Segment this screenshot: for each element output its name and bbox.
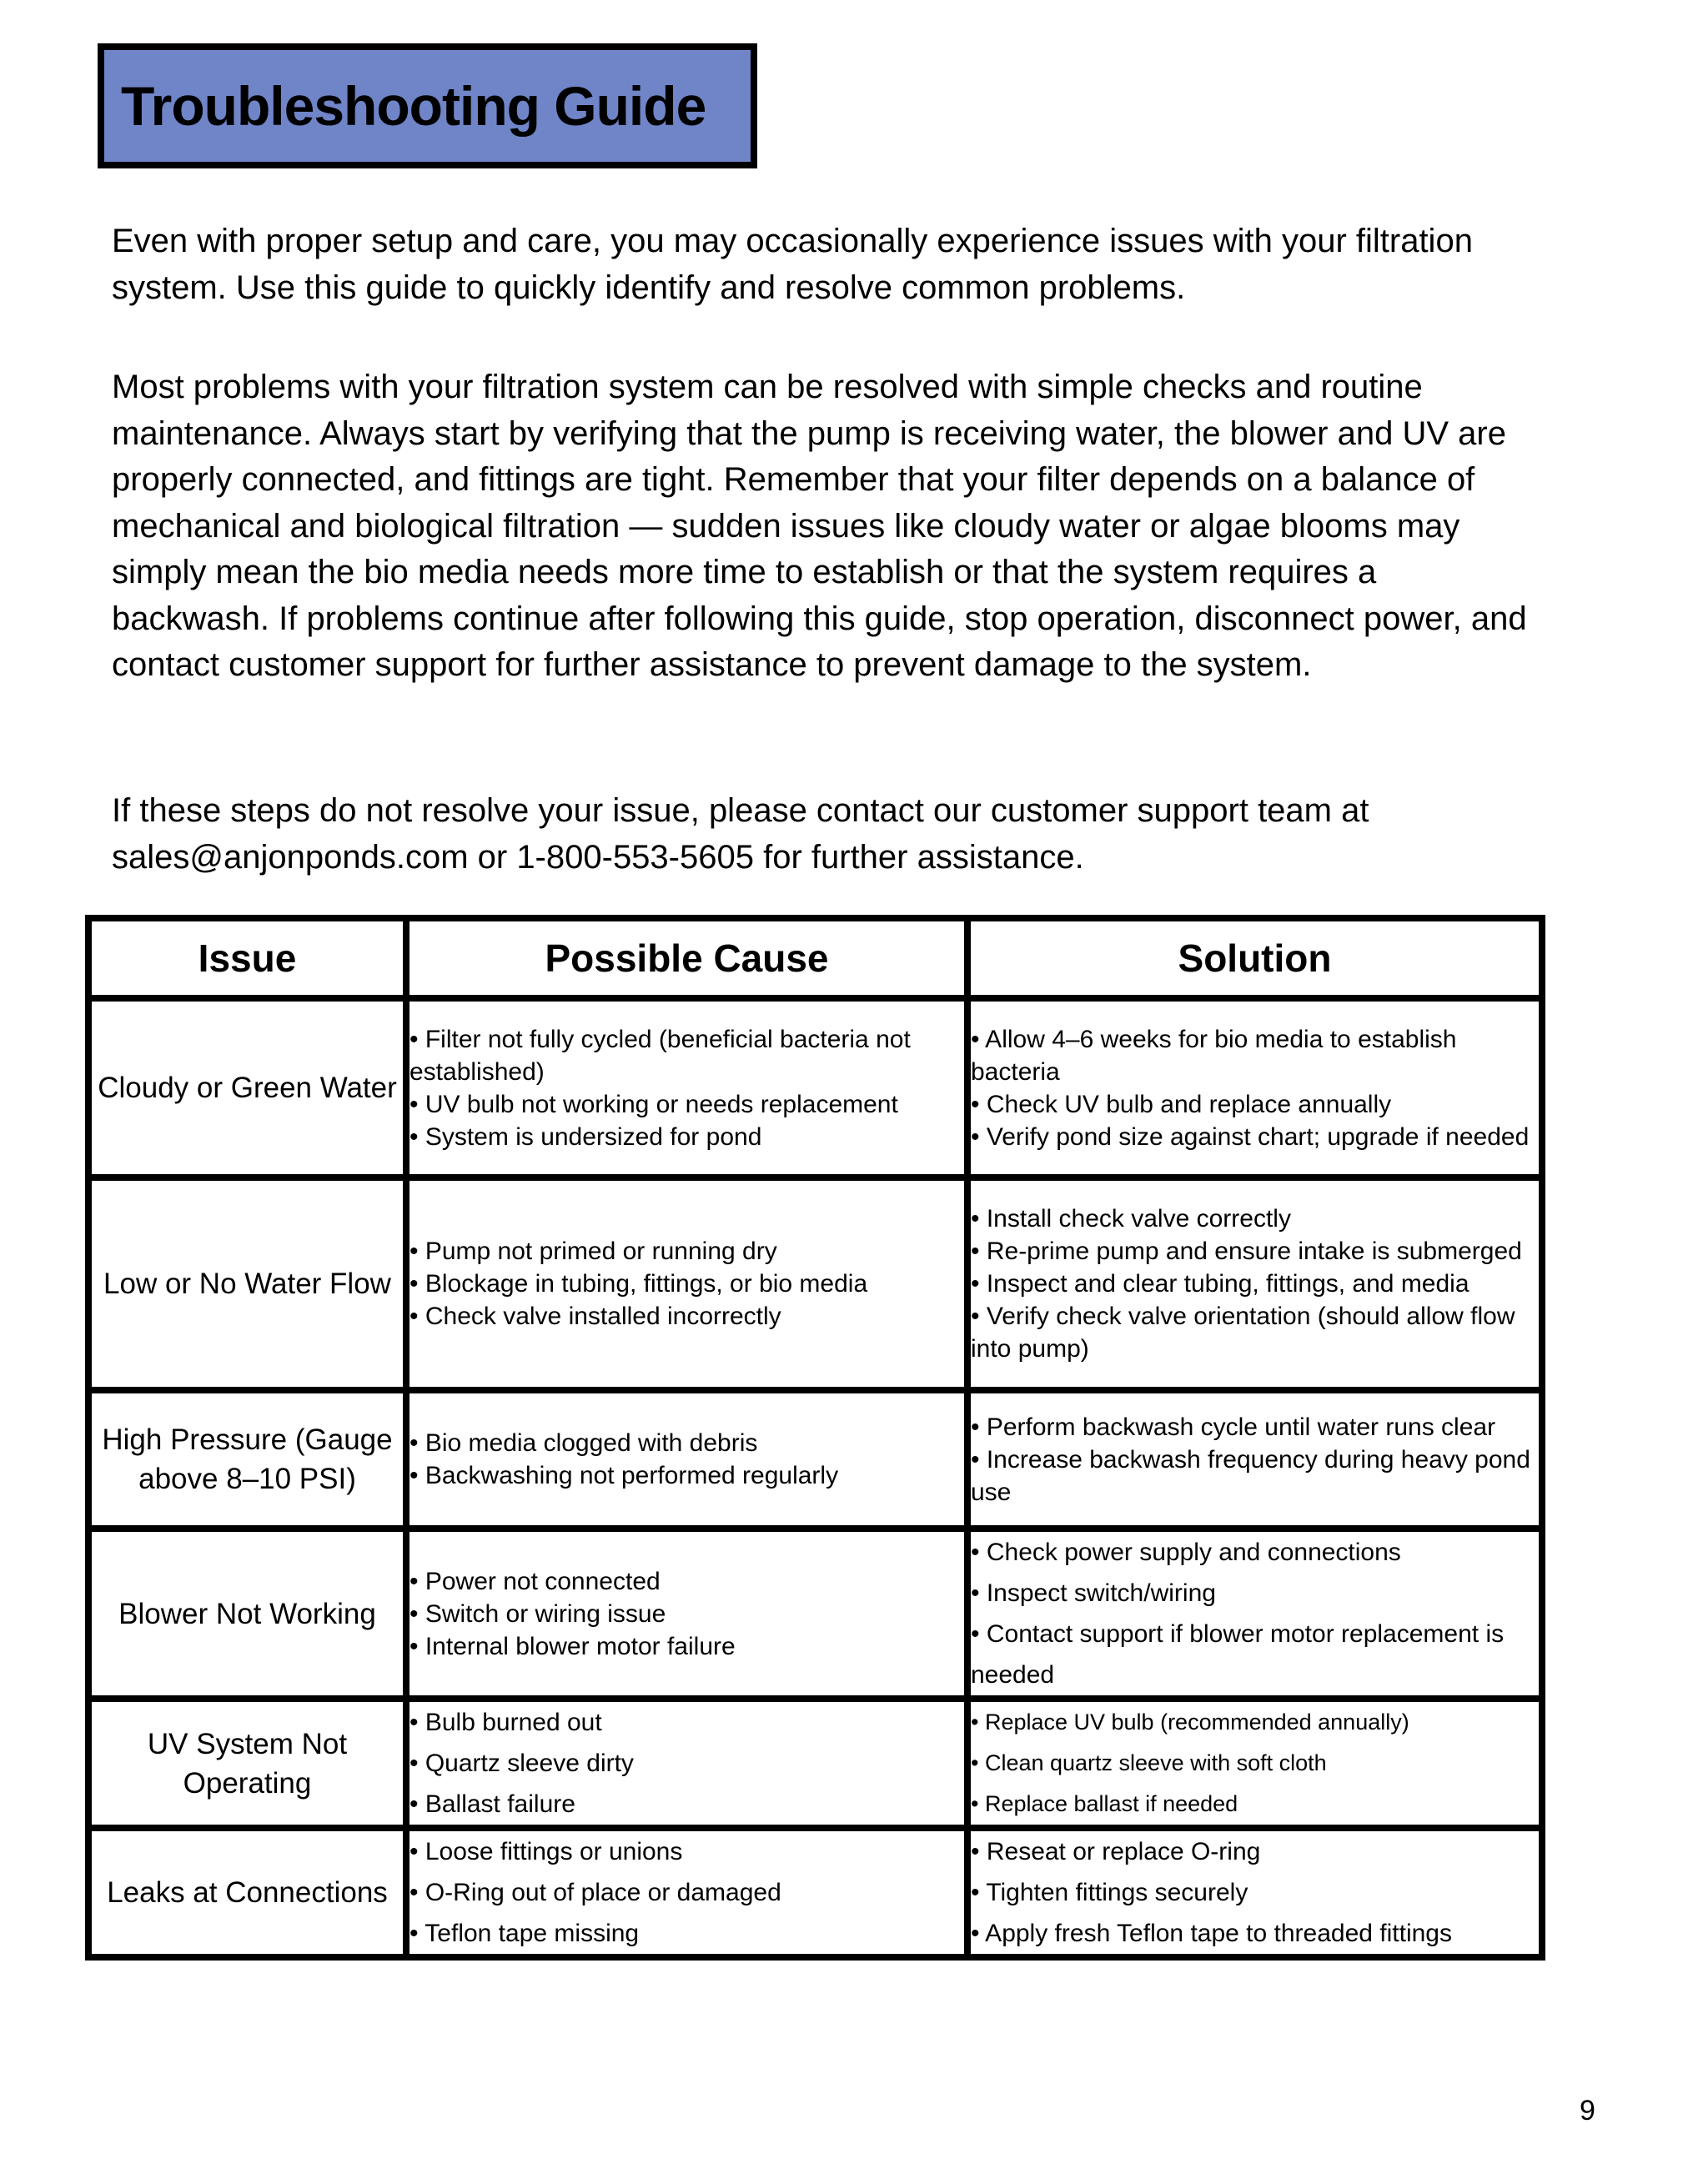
solution-item: • Check UV bulb and replace annually (971, 1090, 1392, 1118)
table-row (88, 1390, 1542, 1529)
cause-item: • System is undersized for pond (409, 1122, 762, 1151)
issue-cell: Leaks at Connections (88, 1828, 406, 1957)
header-solution: Solution (967, 918, 1542, 998)
cause-item: • Loose fittings or unions (409, 1838, 683, 1865)
cause-cell (406, 1699, 967, 1828)
contact-paragraph: If these steps do not resolve your issue, please contact our customer support team at sales@anjonponds.com or 1-800-553-5605 for further assistance. (112, 792, 1369, 876)
table-row (88, 1828, 1542, 1957)
cause-item: • Teflon tape missing (409, 1920, 640, 1947)
cause-item: • O-Ring out of place or damaged (409, 1879, 781, 1906)
solution-item: • Allow 4–6 weeks for bio media to establish bacteria (971, 1025, 1457, 1086)
solution-cell (967, 1529, 1542, 1699)
issue-cell: Low or No Water Flow (88, 1177, 406, 1390)
cause-cell (406, 1828, 967, 1957)
table-row (88, 998, 1542, 1177)
cause-item: • Quartz sleeve dirty (409, 1750, 634, 1777)
solution-cell (967, 1390, 1542, 1529)
table-row (88, 1529, 1542, 1699)
cause-item: • Switch or wiring issue (409, 1599, 666, 1628)
page-number: 9 (1580, 2095, 1595, 2126)
cause-item: • Filter not fully cycled (beneficial bacteria not established) (409, 1025, 911, 1086)
solution-item: • Replace UV bulb (recommended annually) (971, 1710, 1409, 1735)
issue-cell: Blower Not Working (88, 1529, 406, 1699)
cause-item: • Bulb burned out (409, 1709, 602, 1736)
solution-item: • Verify pond size against chart; upgrade if needed (971, 1122, 1530, 1151)
table-row (88, 1699, 1542, 1828)
solution-item: • Contact support if blower motor replacement is needed (971, 1620, 1505, 1689)
solution-item: • Replace ballast if needed (971, 1791, 1238, 1816)
solution-item: • Tighten fittings securely (971, 1879, 1248, 1906)
solution-item: • Increase backwash frequency during heavy pond use (971, 1445, 1530, 1506)
issue-cell: Cloudy or Green Water (88, 998, 406, 1177)
solution-item: • Install check valve correctly (971, 1205, 1291, 1233)
issue-cell: High Pressure (Gauge above 8–10 PSI) (88, 1390, 406, 1529)
header-issue: Issue (88, 918, 406, 998)
solution-item: • Clean quartz sleeve with soft cloth (971, 1750, 1327, 1775)
solution-cell (967, 1177, 1542, 1390)
cause-item: • Internal blower motor failure (409, 1632, 736, 1660)
solution-cell (967, 1699, 1542, 1828)
troubleshooting-table (85, 915, 1545, 1961)
intro-paragraph-2: Most problems with your filtration system can be resolved with simple checks and routine maintenance. Always start by verifying that the pump is receiving water, the blower and UV are properly connected, and fittings are tight. Remember that your filter depends on a balance of mechanical and biological filtration — sudden issues like cloudy water or algae blooms may simply mean the bio media needs more time to establish or that the system requires a backwash. If problems continue after following this guide, stop operation, disconnect power, and contact customer support for further assistance to prevent damage to the system. (112, 369, 1527, 683)
cause-item: • Backwashing not performed regularly (409, 1462, 839, 1489)
cause-item: • Bio media clogged with debris (409, 1429, 758, 1457)
solution-item: • Re-prime pump and ensure intake is submerged (971, 1238, 1522, 1265)
solution-item: • Inspect and clear tubing, fittings, and media (971, 1270, 1469, 1298)
cause-item: • Blockage in tubing, fittings, or bio media (409, 1270, 868, 1298)
issue-cell: UV System Not Operating (88, 1699, 406, 1828)
title-box (98, 43, 757, 168)
cause-cell (406, 1390, 967, 1529)
cause-cell (406, 1177, 967, 1390)
cause-cell (406, 998, 967, 1177)
table-header-row (88, 918, 1542, 998)
solution-item: • Perform backwash cycle until water runs clear (971, 1413, 1496, 1441)
cause-item: • Pump not primed or running dry (409, 1238, 777, 1265)
intro-paragraph-1: Even with proper setup and care, you may occasionally experience issues with your filtration system. Use this guide to quickly identify and resolve common problems. (112, 223, 1473, 306)
solution-item: • Apply fresh Teflon tape to threaded fittings (971, 1920, 1452, 1947)
table-row (88, 1177, 1542, 1390)
cause-item: • UV bulb not working or needs replacement (409, 1090, 898, 1118)
solution-item: • Inspect switch/wiring (971, 1579, 1216, 1607)
header-possible-cause: Possible Cause (406, 918, 967, 998)
solution-item: • Reseat or replace O-ring (971, 1838, 1261, 1865)
cause-item: • Power not connected (409, 1567, 661, 1595)
solution-item: • Verify check valve orientation (should allow flow into pump) (971, 1303, 1515, 1363)
cause-cell (406, 1529, 967, 1699)
cause-item: • Ballast failure (409, 1790, 575, 1818)
solution-cell (967, 1828, 1542, 1957)
solution-cell (967, 998, 1542, 1177)
solution-item: • Check power supply and connections (971, 1539, 1401, 1566)
page-title: Troubleshooting Guide (121, 75, 706, 137)
cause-item: • Check valve installed incorrectly (409, 1303, 781, 1330)
